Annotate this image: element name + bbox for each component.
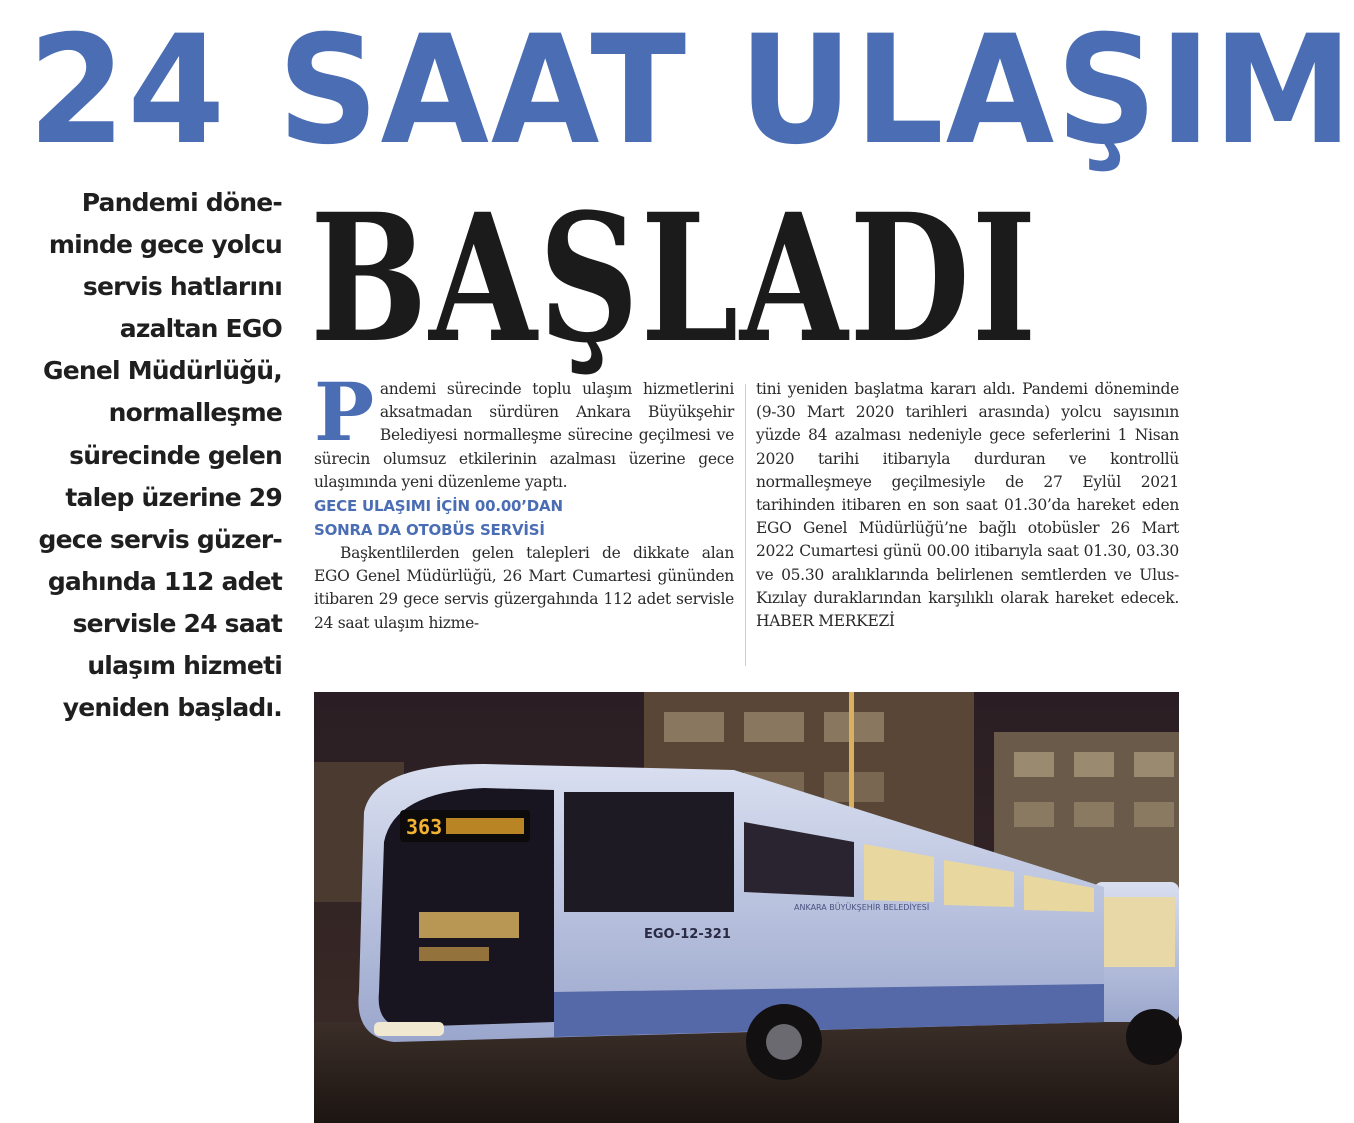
bus-plate: EGO-12-321 — [644, 927, 731, 942]
headline-line-2: BAŞLADI — [310, 175, 1039, 382]
bus-route-display: 363 — [406, 815, 443, 839]
subhead — [314, 494, 734, 542]
article-column-2 — [756, 378, 1179, 633]
deck-line: yeniden başladı. — [62, 693, 282, 723]
deck-line: sürecinde gelen — [69, 440, 282, 470]
article-paragraph-2: Başkentlilerden gelen talepleri de dikkate alan EGO Genel Müdürlüğü, 26 Mart Cumartesi gününden itibaren 29 gece servis güzergahında 112 adet servisle 24 saat ulaşım hizme- — [314, 544, 734, 632]
article-paragraph-1 — [314, 365, 734, 494]
deck-line: Genel Müdürlüğü, — [43, 356, 282, 386]
deck-line: Pandemi döne- — [81, 188, 282, 217]
headline-line-1: 24 SAAT ULAŞIM — [28, 4, 1354, 178]
subhead-line-1: GECE ULAŞIMI İÇİN 00.00’DAN — [314, 497, 563, 516]
deck-summary — [20, 182, 282, 729]
deck-line: servis hatlarını — [82, 272, 282, 302]
deck-line: minde gece yolcu — [48, 230, 282, 260]
deck-line: azaltan EGO — [119, 314, 282, 344]
deck-line: normalleşme — [108, 398, 282, 428]
article-column-1 — [314, 365, 734, 635]
article-paragraph-3: tini yeniden başlatma kararı aldı. Pandemi döneminde (9-30 Mart 2020 tarihleri arasında) yolcu sayısının yüzde 84 azalması nedeniyle gece seferlerini 1 Nisan 2020 tarihi itibarıyla durduran ve kontrollü normalleşmeye geçilmesiyle de 27 Eylül 2021 tarihinden itibaren en son saat 01.30’da hareket eden EGO Genel Müdürlüğü’ne bağlı otobüsler 26 Mart 2022 Cumartesi günü 00.00 itibarıyla saat 01.30, 03.30 ve 05.30 aralıklarında belirlenen semtlerden ve Ulus-Kızılay duraklarından karşılıklı olarak hareket edecek. HABER MERKEZİ — [756, 380, 1179, 631]
paragraph-text: andemi sürecinde toplu ulaşım hizmetlerini aksatmadan sürdüren Ankara Büyükşehir Belediyesi normalleşme sürecine geçilmesi ve sürecin olumsuz etkilerinin azalması üzerine gece ulaşımında yeni düzenleme yaptı. — [314, 380, 734, 491]
subhead-line-2: SONRA DA OTOBÜS SERVİSİ — [314, 521, 545, 540]
bus-side-text: ANKARA BÜYÜKŞEHİR BELEDİYESİ — [794, 903, 930, 912]
deck-line: gece servis güzer- — [38, 524, 282, 554]
column-divider — [745, 384, 746, 666]
deck-line: servisle 24 saat — [72, 608, 282, 638]
deck-line: talep üzerine 29 — [65, 482, 282, 512]
deck-line: gahında 112 adet — [47, 566, 282, 596]
drop-cap: P — [314, 365, 374, 459]
bus-illustration — [314, 692, 1179, 1123]
news-photo — [314, 692, 1179, 1123]
deck-line: ulaşım hizmeti — [87, 651, 282, 681]
